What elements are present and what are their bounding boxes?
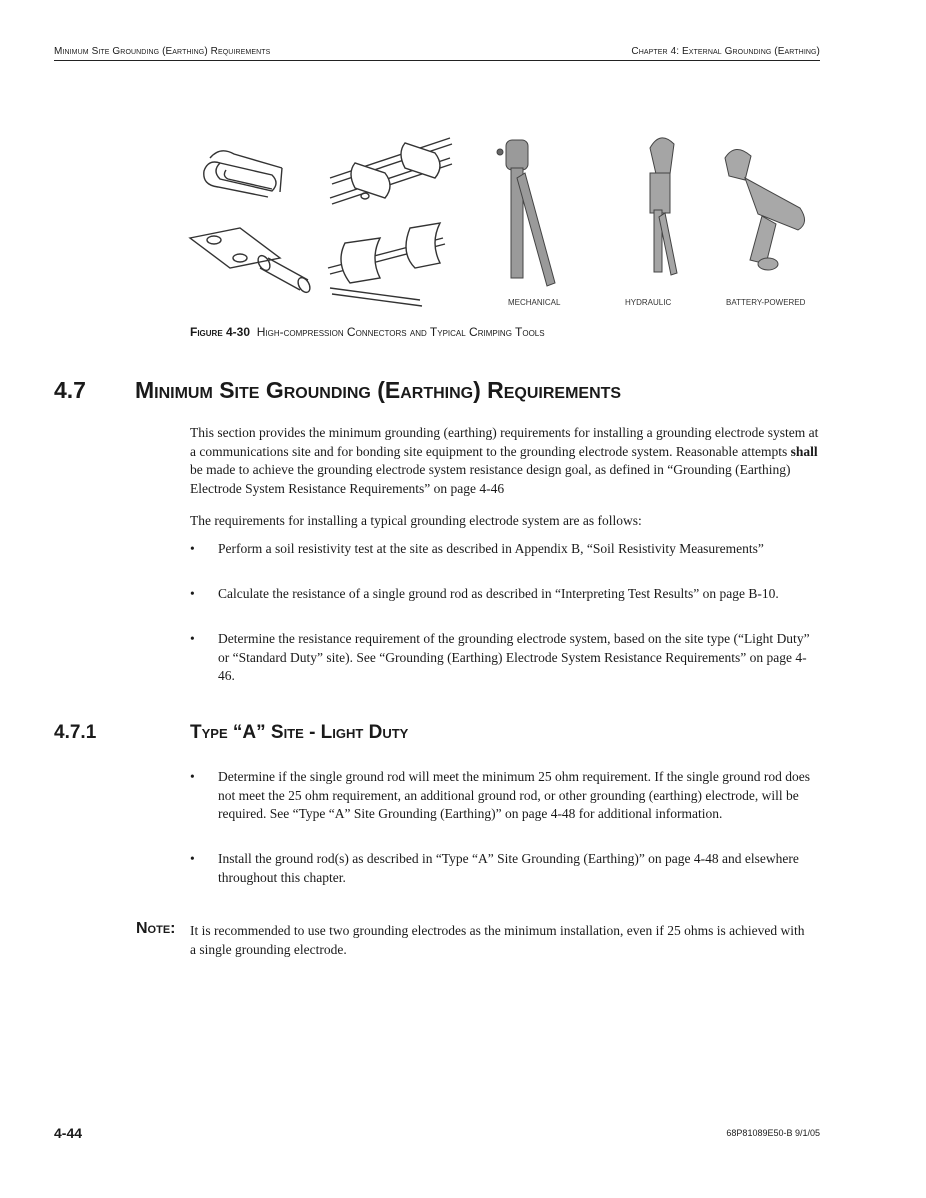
battery-crimper-drawing xyxy=(725,149,805,270)
running-header-right: Chapter 4: External Grounding (Earthing) xyxy=(631,46,820,57)
mechanical-crimper-drawing xyxy=(497,140,555,286)
section-title: Minimum Site Grounding (Earthing) Requirements xyxy=(135,377,622,403)
intro-text-bold: shall xyxy=(790,443,818,459)
intro-text-b: be made to achieve the grounding electrode system resistance design goal, as defined in “Grounding (Earthing) Electrode System Resistance Requirements” on page 4-46 xyxy=(190,462,791,496)
subsection-title: Type “A” Site - Light Duty xyxy=(190,722,409,743)
h-tap-connector-drawing xyxy=(330,138,452,204)
list-item-text: Determine the resistance requirement of the grounding electrode system, based on the site type (“Light Duty” or “Standard Duty” site). See “Grounding (Earthing) Electrode System Resistance Requirements” on page 4-46. xyxy=(218,631,810,683)
note-text: It is recommended to use two grounding electrodes as the minimum installation, even if 25 ohms is achieved with a single grounding electrode. xyxy=(190,923,805,957)
tool-label-mechanical: MECHANICAL xyxy=(508,298,561,307)
bullet: • xyxy=(190,541,195,556)
compression-lug-drawing xyxy=(190,228,312,294)
hydraulic-crimper-drawing xyxy=(650,138,677,275)
bullet: • xyxy=(190,586,195,601)
running-header-left: Minimum Site Grounding (Earthing) Requirements xyxy=(54,46,271,57)
figure-caption xyxy=(190,325,545,339)
figure-illustration xyxy=(180,118,830,318)
tool-label-battery-powered: BATTERY-POWERED xyxy=(726,298,806,307)
note-label: Note: xyxy=(136,920,176,937)
list-item-text: Perform a soil resistivity test at the site as described in Appendix B, “Soil Resistivity Measurements” xyxy=(218,541,764,556)
bullet: • xyxy=(190,631,195,646)
document-id: 68P81089E50-B 9/1/05 xyxy=(726,1128,820,1138)
section-heading xyxy=(54,377,622,404)
tool-label-hydraulic: HYDRAULIC xyxy=(625,298,672,307)
bullet: • xyxy=(190,851,195,866)
section-intro-paragraph xyxy=(190,424,826,498)
subsection-number: 4.7.1 xyxy=(54,722,97,743)
page-number: 4-44 xyxy=(54,1125,83,1141)
list-item-text: Install the ground rod(s) as described in “Type “A” Site Grounding (Earthing)” on page 4-48 and elsewhere throughout this chapter. xyxy=(218,851,799,885)
header-rule xyxy=(54,60,820,61)
section-number: 4.7 xyxy=(54,377,86,403)
section-requirements-paragraph: The requirements for installing a typical grounding electrode system are as follows: xyxy=(190,513,642,528)
bullet: • xyxy=(190,769,195,784)
e-tap-connector-drawing xyxy=(328,223,445,306)
c-connector-drawing xyxy=(204,151,282,197)
intro-text-a: This section provides the minimum grounding (earthing) requirements for installing a grounding electrode system at a communications site and for bonding site equipment to the grounding electrode system. Reasonable attempts xyxy=(190,425,819,459)
figure-number: Figure 4-30 xyxy=(190,325,251,339)
figure-caption-text: High-compression Connectors and Typical Crimping Tools xyxy=(256,325,545,339)
subsection-heading xyxy=(54,722,409,744)
list-item-text: Calculate the resistance of a single ground rod as described in “Interpreting Test Results” on page B-10. xyxy=(218,586,779,601)
list-item-text: Determine if the single ground rod will meet the minimum 25 ohm requirement. If the single ground rod does not meet the 25 ohm requirement, an additional ground rod, or other grounding (earthing) electrode, will be required. See “Type “A” Site Grounding (Earthing)” on page 4-48 for additional information. xyxy=(218,769,810,821)
